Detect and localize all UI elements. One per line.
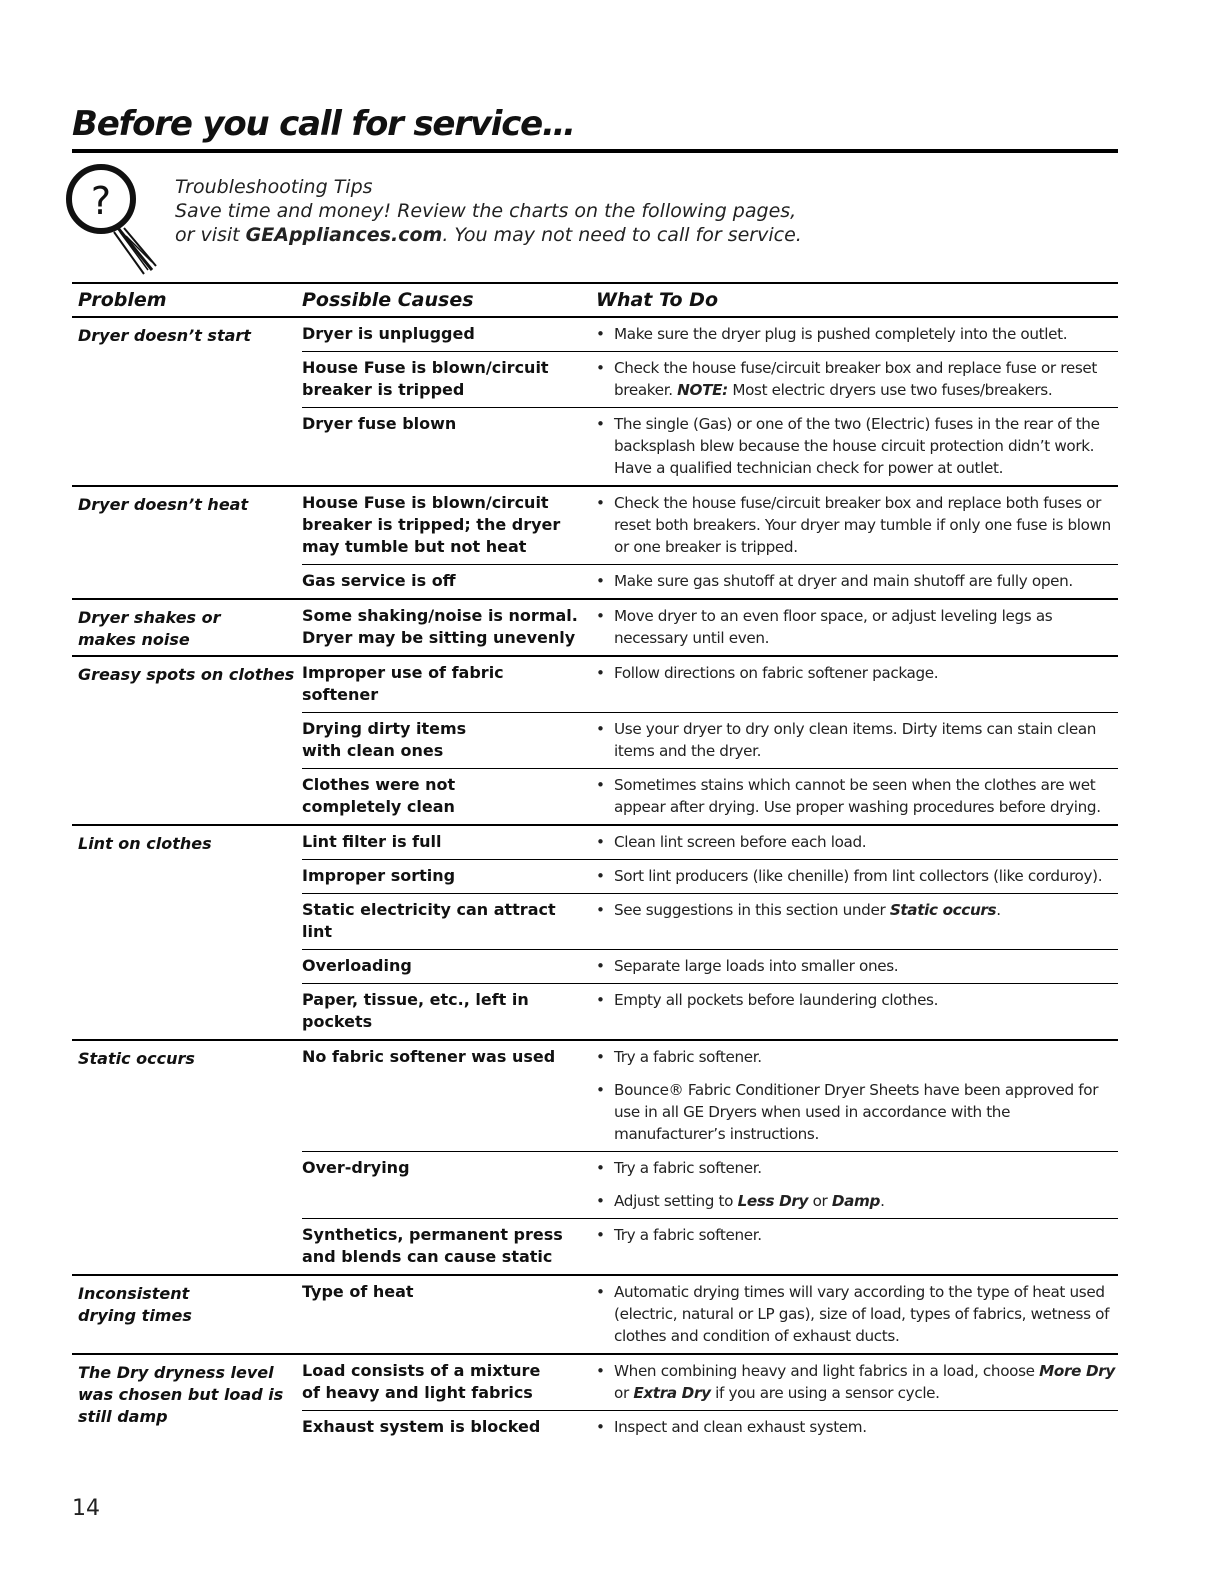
fix-text: Try a fabric softener.: [614, 1048, 762, 1066]
fix-item: [592, 1360, 1118, 1404]
causes-list: [302, 487, 1118, 598]
header-what-to-do: What To Do: [596, 289, 719, 311]
table-header: [72, 282, 1118, 318]
cause-line: Exhaust system is blocked: [302, 1417, 541, 1436]
cause-row: [302, 1276, 1118, 1353]
problem-line: still damp: [78, 1407, 168, 1426]
cause-line: Load consists of a mixture: [302, 1361, 541, 1380]
fix-list: [592, 831, 1118, 853]
cause-line: Improper use of fabric softener: [302, 663, 504, 704]
cause-name: [302, 955, 592, 977]
emphasis-text: More Dry: [1039, 1362, 1115, 1380]
bullet-icon: •: [596, 867, 605, 885]
fix-list: [592, 323, 1118, 345]
problem-section: [72, 1041, 1118, 1276]
cause-name: [302, 323, 592, 345]
causes-list: [302, 1276, 1118, 1353]
fix-list: [592, 1416, 1118, 1438]
cause-name: [302, 1157, 592, 1212]
problem-label: [72, 1276, 302, 1353]
fix-list: [592, 492, 1118, 558]
problem-label: [72, 1355, 302, 1444]
causes-list: [302, 657, 1118, 824]
cause-line: Type of heat: [302, 1282, 414, 1301]
problem-section: [72, 826, 1118, 1041]
fix-item: [592, 605, 1118, 649]
header-possible-causes: Possible Causes: [302, 289, 474, 311]
cause-row: [302, 352, 1118, 408]
fix-list: [592, 718, 1118, 762]
fix-text: Clean lint screen before each load.: [614, 833, 867, 851]
problem-line: makes noise: [78, 630, 190, 649]
fix-text: Move dryer to an even floor space, or adjust leveling legs as necessary until even.: [614, 607, 1053, 647]
causes-list: [302, 826, 1118, 1039]
problem-label: [72, 826, 302, 1039]
fix-item: [592, 865, 1118, 887]
fix-item: [592, 1079, 1118, 1145]
cause-row: [302, 318, 1118, 352]
fix-text: Separate large loads into smaller ones.: [614, 957, 899, 975]
page-title: Before you call for service…: [72, 104, 575, 144]
cause-name: [302, 1046, 592, 1145]
problem-label: [72, 487, 302, 598]
table-body: [72, 318, 1118, 1444]
emphasis-text: Less Dry: [737, 1192, 809, 1210]
fix-list: [592, 1046, 1118, 1145]
fix-text: The single (Gas) or one of the two (Electric) fuses in the rear of the backsplash blew because the house circuit protection didn’t work. Have a qualified technician check for power at outlet.: [614, 415, 1100, 477]
fix-list: [592, 989, 1118, 1033]
cause-name: [302, 357, 592, 401]
fix-list: [592, 865, 1118, 887]
cause-name: [302, 899, 592, 943]
bullet-icon: •: [596, 776, 605, 794]
fix-list: [592, 1281, 1118, 1347]
cause-line: Gas service is off: [302, 571, 456, 590]
cause-row: [302, 1152, 1118, 1219]
fix-item: [592, 357, 1118, 401]
cause-line: Clothes were not: [302, 775, 456, 794]
cause-line: Over-drying: [302, 1158, 410, 1177]
fix-text: Check the house fuse/circuit breaker box and replace fuse or reset breaker. NOTE: Most electric dryers use two fuses/breakers.: [614, 359, 1098, 399]
problem-line: The Dry dryness level: [78, 1363, 274, 1382]
fix-item: [592, 323, 1118, 345]
cause-line: House Fuse is blown/circuit: [302, 358, 549, 377]
cause-name: [302, 662, 592, 706]
cause-name: [302, 605, 592, 649]
cause-row: [302, 713, 1118, 769]
emphasis-text: Extra Dry: [633, 1384, 711, 1402]
problem-label: [72, 600, 302, 655]
fix-list: [592, 1157, 1118, 1212]
fix-list: [592, 357, 1118, 401]
fix-item: [592, 1281, 1118, 1347]
emphasis-text: Static occurs: [889, 901, 997, 919]
problem-line: Greasy spots on clothes: [78, 665, 295, 684]
page-number: 14: [72, 1496, 100, 1521]
fix-item: [592, 413, 1118, 479]
bullet-icon: •: [596, 991, 605, 1009]
cause-row: [302, 1355, 1118, 1411]
fix-text: Empty all pockets before laundering clothes.: [614, 991, 939, 1009]
bullet-icon: •: [596, 415, 605, 433]
svg-text:?: ?: [90, 179, 112, 223]
fix-text: Follow directions on fabric softener package.: [614, 664, 939, 682]
causes-list: [302, 1041, 1118, 1274]
bullet-icon: •: [596, 325, 605, 343]
fix-list: [592, 662, 1118, 706]
problem-section: [72, 1355, 1118, 1444]
fix-text: When combining heavy and light fabrics in a load, choose More Dry or Extra Dry if you are using a sensor cycle.: [614, 1362, 1115, 1402]
fix-item: [592, 1046, 1118, 1068]
cause-name: [302, 1281, 592, 1347]
problem-section: [72, 600, 1118, 657]
cause-line: breaker is tripped; the dryer: [302, 515, 561, 534]
bullet-icon: •: [596, 1159, 605, 1177]
fix-list: [592, 955, 1118, 977]
cause-row: [302, 769, 1118, 824]
cause-row: [302, 657, 1118, 713]
cause-name: [302, 718, 592, 762]
fix-text: Automatic drying times will vary according to the type of heat used (electric, natural or LP gas), size of load, types of fabrics, wetness of clothes and condition of exhaust ducts.: [614, 1283, 1110, 1345]
fix-text: Try a fabric softener.: [614, 1159, 762, 1177]
problem-section: [72, 1276, 1118, 1355]
fix-item: [592, 1416, 1118, 1438]
cause-line: Dryer is unplugged: [302, 324, 475, 343]
problem-line: Lint on clothes: [78, 834, 212, 853]
problem-line: Dryer doesn’t heat: [78, 495, 249, 514]
fix-list: [592, 413, 1118, 479]
cause-line: Dryer fuse blown: [302, 414, 457, 433]
bullet-icon: •: [596, 957, 605, 975]
problem-line: drying times: [78, 1306, 192, 1325]
problem-line: Dryer doesn’t start: [78, 326, 251, 345]
cause-line: Some shaking/noise is normal.: [302, 606, 578, 625]
fix-list: [592, 570, 1118, 592]
cause-line: Drying dirty items: [302, 719, 467, 738]
bullet-icon: •: [596, 1283, 605, 1301]
cause-row: [302, 1041, 1118, 1152]
cause-line: and blends can cause static: [302, 1247, 553, 1266]
fix-list: [592, 605, 1118, 649]
cause-line: Lint filter is full: [302, 832, 442, 851]
bullet-icon: •: [596, 1226, 605, 1244]
troubleshooting-tips: [175, 175, 802, 247]
header-problem: Problem: [78, 289, 167, 311]
cause-name: [302, 1416, 592, 1438]
problem-line: Inconsistent: [78, 1284, 190, 1303]
fix-item: [592, 492, 1118, 558]
bullet-icon: •: [596, 607, 605, 625]
cause-line: Synthetics, permanent press: [302, 1225, 563, 1244]
cause-line: of heavy and light fabrics: [302, 1383, 533, 1402]
fix-text: Sort lint producers (like chenille) from lint collectors (like corduroy).: [614, 867, 1103, 885]
problem-line: Dryer shakes or: [78, 608, 221, 627]
cause-line: Improper sorting: [302, 866, 456, 885]
fix-item: [592, 774, 1118, 818]
fix-item: [592, 1190, 1118, 1212]
tips-line: or visit GEAppliances.com. You may not need to call for service.: [175, 224, 802, 246]
fix-text: Try a fabric softener.: [614, 1226, 762, 1244]
fix-item: [592, 1157, 1118, 1179]
problem-section: [72, 487, 1118, 600]
cause-line: may tumble but not heat: [302, 537, 527, 556]
cause-name: [302, 570, 592, 592]
cause-row: [302, 600, 1118, 655]
title-rule: [72, 149, 1118, 153]
cause-line: Dryer may be sitting unevenly: [302, 628, 576, 647]
cause-name: [302, 1224, 592, 1268]
causes-list: [302, 600, 1118, 655]
bullet-icon: •: [596, 1362, 605, 1380]
fix-item: [592, 955, 1118, 977]
fix-list: [592, 899, 1118, 943]
emphasis-text: NOTE:: [677, 381, 728, 399]
problem-section: [72, 657, 1118, 826]
fix-list: [592, 1224, 1118, 1268]
cause-name: [302, 413, 592, 479]
cause-line: Paper, tissue, etc., left in pockets: [302, 990, 529, 1031]
fix-text: Adjust setting to Less Dry or Damp.: [614, 1192, 885, 1210]
problem-label: [72, 657, 302, 824]
causes-list: [302, 318, 1118, 485]
fix-list: [592, 774, 1118, 818]
cause-row: [302, 826, 1118, 860]
bullet-icon: •: [596, 833, 605, 851]
cause-line: with clean ones: [302, 741, 444, 760]
fix-text: Make sure the dryer plug is pushed completely into the outlet.: [614, 325, 1068, 343]
emphasis-text: Damp: [831, 1192, 881, 1210]
cause-name: [302, 831, 592, 853]
cause-row: [302, 487, 1118, 565]
fix-item: [592, 718, 1118, 762]
bullet-icon: •: [596, 359, 605, 377]
bullet-icon: •: [596, 901, 605, 919]
cause-row: [302, 894, 1118, 950]
cause-line: No fabric softener was used: [302, 1047, 556, 1066]
cause-line: Overloading: [302, 956, 412, 975]
cause-row: [302, 565, 1118, 598]
fix-text: Check the house fuse/circuit breaker box and replace both fuses or reset both breakers. Your dryer may tumble if only one fuse is blown or one breaker is tripped.: [614, 494, 1111, 556]
problem-label: [72, 318, 302, 485]
cause-name: [302, 774, 592, 818]
bullet-icon: •: [596, 1081, 605, 1099]
problem-line: was chosen but load is: [78, 1385, 284, 1404]
cause-row: [302, 1411, 1118, 1444]
fix-item: [592, 989, 1118, 1011]
fix-text: See suggestions in this section under Static occurs.: [614, 901, 1001, 919]
cause-row: [302, 984, 1118, 1039]
troubleshooting-table: [72, 282, 1118, 1444]
causes-list: [302, 1355, 1118, 1444]
cause-row: [302, 950, 1118, 984]
cause-row: [302, 860, 1118, 894]
fix-list: [592, 1360, 1118, 1404]
bullet-icon: •: [596, 1418, 605, 1436]
bullet-icon: •: [596, 1048, 605, 1066]
cause-name: [302, 1360, 592, 1404]
bullet-icon: •: [596, 572, 605, 590]
tips-line: Troubleshooting Tips: [175, 176, 373, 198]
bullet-icon: •: [596, 494, 605, 512]
fix-text: Bounce® Fabric Conditioner Dryer Sheets have been approved for use in all GE Dryers when used in accordance with the manufacturer’s instructions.: [614, 1081, 1099, 1143]
emphasis-text: GEAppliances.com: [245, 224, 443, 246]
fix-item: [592, 662, 1118, 684]
problem-line: Static occurs: [78, 1049, 195, 1068]
tips-line: Save time and money! Review the charts on the following pages,: [175, 200, 797, 222]
cause-name: [302, 492, 592, 558]
bullet-icon: •: [596, 664, 605, 682]
cause-line: breaker is tripped: [302, 380, 465, 399]
problem-label: [72, 1041, 302, 1274]
fix-text: Sometimes stains which cannot be seen when the clothes are wet appear after drying. Use proper washing procedures before drying.: [614, 776, 1101, 816]
fix-item: [592, 899, 1118, 921]
magnifier-question-icon: [56, 162, 166, 278]
cause-row: [302, 408, 1118, 485]
fix-text: Inspect and clean exhaust system.: [614, 1418, 867, 1436]
bullet-icon: •: [596, 720, 605, 738]
fix-item: [592, 1224, 1118, 1246]
cause-name: [302, 865, 592, 887]
bullet-icon: •: [596, 1192, 605, 1210]
fix-text: Make sure gas shutoff at dryer and main shutoff are fully open.: [614, 572, 1073, 590]
cause-name: [302, 989, 592, 1033]
cause-line: House Fuse is blown/circuit: [302, 493, 549, 512]
cause-row: [302, 1219, 1118, 1274]
fix-item: [592, 831, 1118, 853]
fix-item: [592, 570, 1118, 592]
cause-line: Static electricity can attract lint: [302, 900, 556, 941]
fix-text: Use your dryer to dry only clean items. Dirty items can stain clean items and the dryer.: [614, 720, 1097, 760]
problem-section: [72, 318, 1118, 487]
cause-line: completely clean: [302, 797, 455, 816]
